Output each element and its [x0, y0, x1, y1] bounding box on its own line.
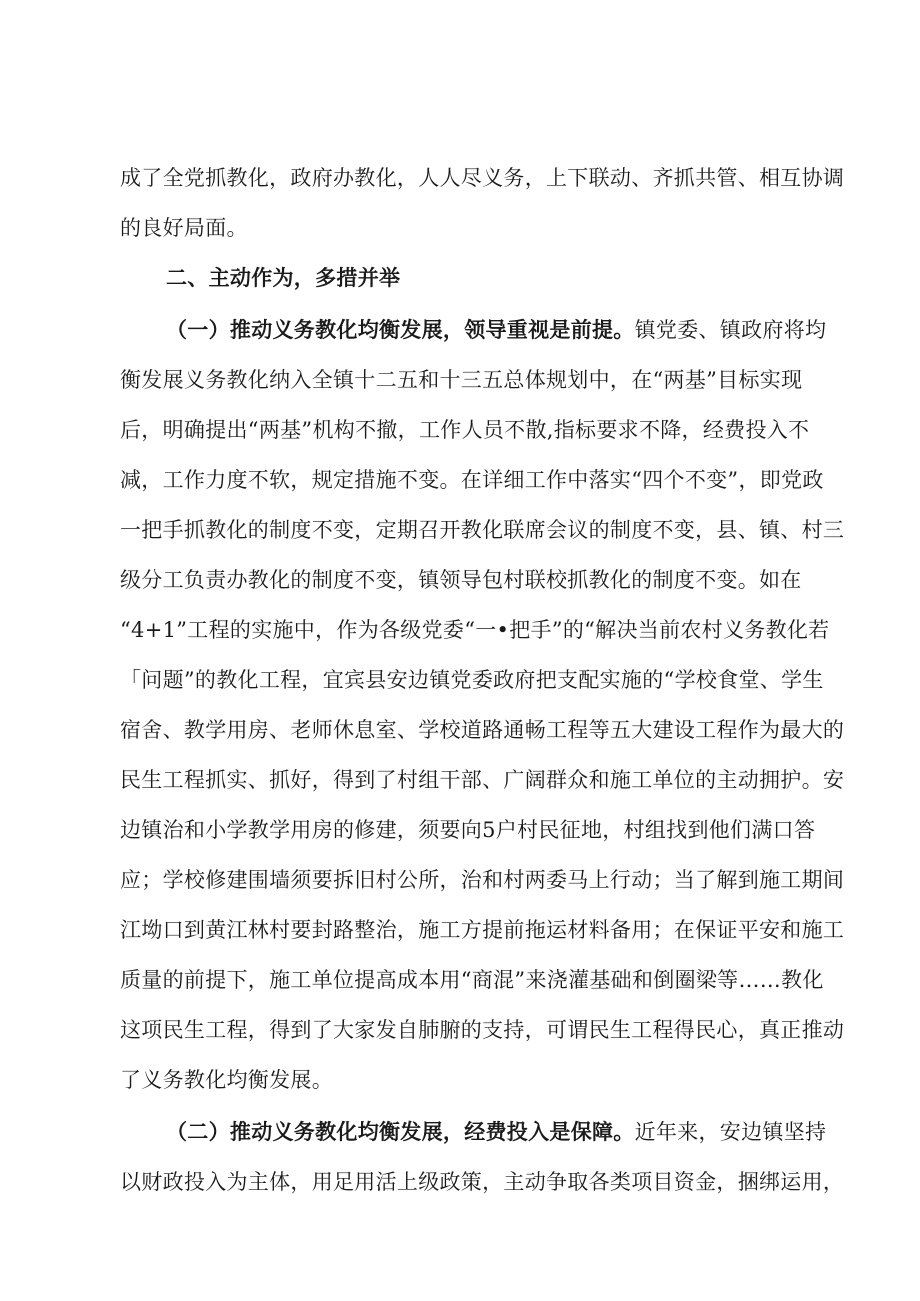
- paragraph-line: 「问题”的教化工程，宜宾县安边镇党委政府把支配实施的“学校食堂、学生: [120, 668, 824, 692]
- paragraph-line: 后，明确提出“两基”机构不撤，工作人员不散,指标要求不降，经费投入不: [120, 418, 810, 442]
- paragraph-line: 宿舍、教学用房、老师休息室、学校道路通畅工程等五大建设工程作为最大的: [120, 718, 845, 742]
- paragraph-line: 减，工作力度不软，规定措施不变。在详细工作中落实“四个不变”，即党政: [120, 468, 824, 492]
- paragraph-line: 质量的前提下，施工单位提高成本用“商混”来浇灌基础和倒圈梁等……教化: [120, 968, 824, 992]
- paragraph-line: [166, 316, 826, 344]
- paragraph-line: 应；学校修建围墙须要拆旧村公所，治和村两委马上行动；当了解到施工期间: [120, 868, 845, 892]
- paragraph-line: 衡发展义务教化纳入全镇十二五和十三五总体规划中，在“两基”目标实现: [120, 368, 803, 392]
- paragraph-line: 边镇治和小学教学用房的修建，须要向5户村民征地，村组找到他们满口答: [120, 818, 816, 842]
- subsection-lead: （二）推动义务教化均衡发展，经费投入是保障。: [166, 1119, 635, 1144]
- paragraph-line: “4+1”工程的实施中，作为各级党委“一•把手”的“解决当前农村义务教化若: [120, 618, 830, 642]
- section-heading: 二、主动作为，多措并举: [166, 265, 401, 290]
- paragraph-line: [166, 1118, 826, 1146]
- subsection-lead: （一）推动义务教化均衡发展，领导重视是前提。: [166, 317, 635, 342]
- paragraph-line: 民生工程抓实、抓好，得到了村组干部、广阔群众和施工单位的主动拥护。安: [120, 768, 845, 792]
- paragraph-line: 这项民生工程，得到了大家发自肺腑的支持，可谓民生工程得民心，真正推动: [120, 1018, 845, 1042]
- paragraph-line: 以财政投入为主体，用足用活上级政策，主动争取各类项目资金，捆绑运用，: [120, 1170, 845, 1194]
- paragraph-text: 近年来，安边镇坚持: [634, 1120, 827, 1144]
- paragraph-line: 的良好局面。: [120, 216, 248, 240]
- paragraph-line: 江坳口到黄江林村要封路整治，施工方提前拖运材料备用；在保证平安和施工: [120, 918, 845, 942]
- paragraph-text: 镇党委、镇政府将均: [634, 318, 827, 342]
- paragraph-line: 了义务教化均衡发展。: [120, 1068, 333, 1092]
- paragraph-line: 成了全党抓教化，政府办教化，人人尽义务，上下联动、齐抓共管、相互协调: [120, 166, 845, 190]
- paragraph-line: 级分工负责办教化的制度不变，镇领导包村联校抓教化的制度不变。如在: [120, 568, 802, 592]
- paragraph-line: 一把手抓教化的制度不变，定期召开教化联席会议的制度不变，县、镇、村三: [120, 518, 845, 542]
